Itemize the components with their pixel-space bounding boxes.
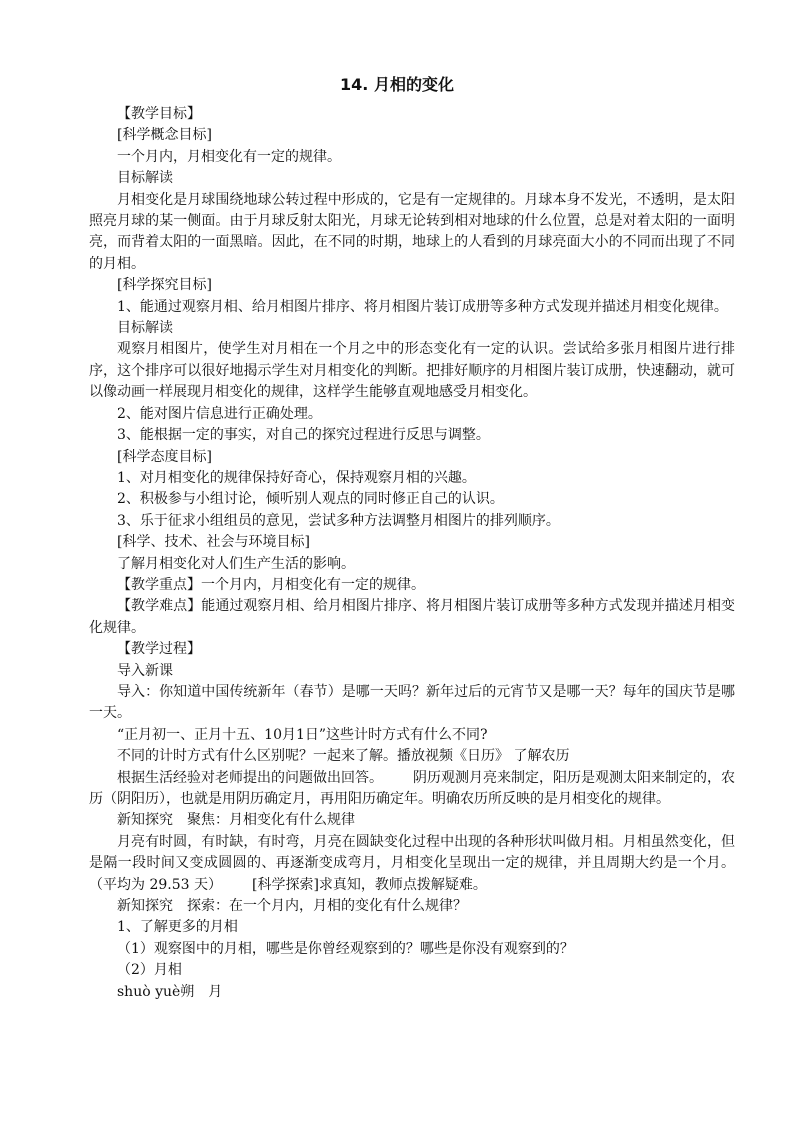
paragraph: 不同的计时方式有什么区别呢？一起来了解。播放视频《日历》 了解农历 [117,748,570,765]
paragraph: 导入：你知道中国传统新年（春节）是哪一天吗？新年过后的元宵节又是哪一天？每年的国庆节是哪一天。 [89,683,735,722]
paragraph: 【教学目标】 [117,106,201,122]
document-body [89,104,735,1003]
paragraph-calendar-answer: 根据生活经验对老师提出的问题做出回答。 [117,769,383,786]
paragraph: 2、积极参与小组讨论，倾听别人观点的同时修正自己的认识。 [117,491,504,508]
paragraph: [科学探究目标] [117,277,212,294]
paragraph: 【教学难点】能通过观察月相、给月相图片排序、将月相图片装订成册等多种方式发现并描述月相变化规律。 [89,598,735,636]
paragraph-moon-definition: 月亮有时圆，有时缺，有时弯，月亮在圆缺变化过程中出现的各种形状叫做月相。月相虽然变化，但是隔一段时间又变成圆圆的、再逐渐变成弯月，月相变化呈现出一定的规律，并且周期大约是一个月。（平均为 29.53 天） [89,833,735,893]
paragraph-question-1: （1）观察图中的月相，哪些是你曾经观察到的？哪些是你没有观察到的？ [117,940,574,957]
paragraph-pinyin: shuò yuè朔 月 [117,983,223,1000]
paragraph: [科学概念目标] [117,127,212,144]
paragraph-moon-phases [89,832,735,896]
paragraph: “正月初一、正月十五、10月1日”这些计时方式有什么不同? [117,726,488,743]
paragraph: 一个月内，月相变化有一定的规律。 [117,148,341,165]
paragraph-science-explore: [科学探索]求真知，教师点拨解疑难。 [251,876,487,893]
paragraph: 3、能根据一定的事实，对自己的探究过程进行反思与调整。 [117,427,490,444]
paragraph: 【教学过程】 [117,641,201,658]
paragraph: 月相变化是月球围绕地球公转过程中形成的，它是有一定规律的。月球本身不发光，不透明，是太阳照亮月球的某一侧面。由于月球反射太阳光，月球无论转到相对地球的什么位置，总是对着太阳的一面明亮，而背着太阳的一面黑暗。因此，在不同的时期，地球上的人看到的月球亮面大小的不同而出现了不同的月相。 [89,191,735,272]
paragraph: 导入新课 [117,662,173,679]
paragraph: 观察月相图片，使学生对月相在一个月之中的形态变化有一定的认识。尝试给多张月相图片进行排序，这个排序可以很好地揭示学生对月相变化的判断。把排好顺序的月相图片装订成册，快速翻动，就可以像动画一样展现月相变化的规律，这样学生能够直观地感受月相变化。 [89,341,735,401]
paragraph-more-moon-phases: 1、了解更多的月相 [117,919,238,936]
paragraph-calendar-explanation: 阴历观测月亮来制定，阳历是观测太阳来制定的，农历（阴阳历），也就是用阴历确定月，再用阳历确定年。明确农历所反映的是月相变化的规律。 [89,769,735,807]
paragraph-focus: 新知探究 聚焦：月相变化有什么规律 [117,812,355,829]
paragraph-question-2: （2）月相 [117,962,182,979]
paragraph: 了解月相变化对人们生产生活的影响。 [117,555,355,572]
paragraph: 1、能通过观察月相、给月相图片排序、将月相图片装订成册等多种方式发现并描述月相变化规律。 [117,298,728,315]
paragraph: [科学态度目标] [117,448,212,465]
paragraph-calendar [89,768,735,811]
paragraph: [科学、技术、社会与环境目标] [117,534,310,551]
page-title: 14. 月相的变化 [340,75,454,94]
paragraph: 3、乐于征求小组组员的意见，尝试多种方法调整月相图片的排列顺序。 [117,512,560,529]
paragraph: 目标解读 [117,170,173,187]
paragraph: 【教学重点】一个月内，月相变化有一定的规律。 [117,576,425,593]
paragraph-explore: 新知探究 探索：在一个月内，月相的变化有什么规律？ [117,898,467,915]
paragraph: 2、能对图片信息进行正确处理。 [117,405,322,422]
paragraph: 目标解读 [117,320,173,337]
paragraph: 1、对月相变化的规律保持好奇心，保持观察月相的兴趣。 [117,469,476,486]
